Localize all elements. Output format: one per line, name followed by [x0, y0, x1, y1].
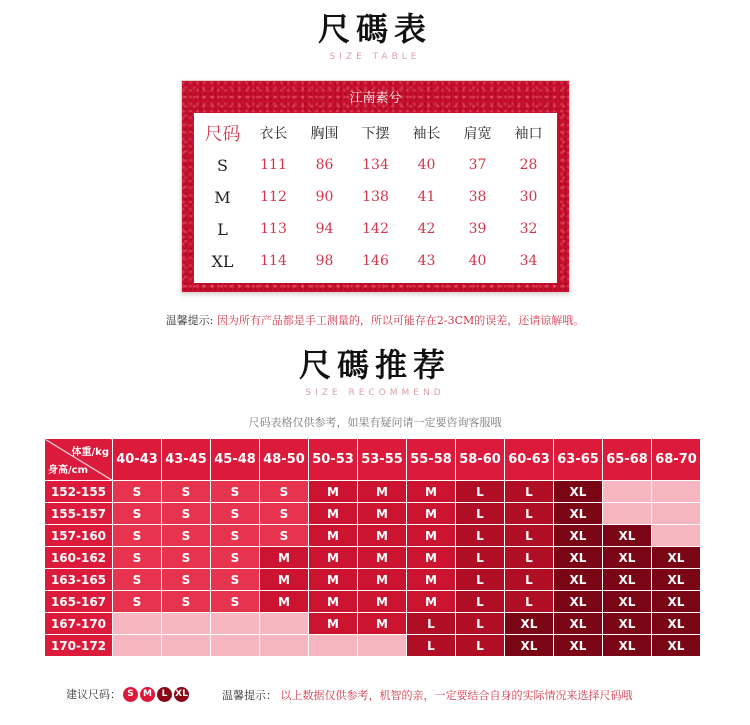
size-cell-m: M [407, 547, 456, 569]
weight-header: 53-55 [358, 439, 407, 481]
column-header: 袖口 [514, 126, 543, 142]
weight-header: 55-58 [407, 439, 456, 481]
size-label: M [214, 187, 231, 207]
size-cell-l: L [505, 525, 554, 547]
size-cell-m: M [358, 547, 407, 569]
badge-xl: XL [174, 687, 189, 702]
size-cell-m: M [407, 503, 456, 525]
size-cell-s: S [162, 569, 211, 591]
size-cell-m: M [309, 569, 358, 591]
size-cell-s: S [211, 591, 260, 613]
footer-tip [222, 687, 633, 703]
height-label: 165-167 [45, 591, 113, 613]
size-cell-m: M [309, 547, 358, 569]
footer-tip-label: 温馨提示： [222, 689, 277, 702]
size-cell-s: S [162, 503, 211, 525]
size-cell-l: L [505, 591, 554, 613]
badge-s: S [123, 687, 138, 702]
height-label: 157-160 [45, 525, 113, 547]
size-row [197, 245, 554, 277]
size-table-header-row [197, 117, 554, 149]
empty-cell [260, 635, 309, 657]
size-table-panel [181, 80, 570, 293]
measurement-cell: 37 [468, 157, 487, 173]
size-cell-m: M [358, 591, 407, 613]
empty-cell [358, 635, 407, 657]
weight-header: 63-65 [554, 439, 603, 481]
measurement-cell: 112 [260, 189, 287, 205]
empty-cell [652, 525, 701, 547]
weight-header: 50-53 [309, 439, 358, 481]
recommend-title: 尺碼推荐 [298, 346, 451, 384]
size-cell-m: M [309, 503, 358, 525]
size-cell-s: S [113, 503, 162, 525]
height-label: 152-155 [45, 481, 113, 503]
empty-cell [652, 503, 701, 525]
size-cell-s: S [260, 481, 309, 503]
weight-header: 45-48 [211, 439, 260, 481]
size-cell-l: L [456, 591, 505, 613]
column-header: 衣长 [259, 126, 288, 142]
size-cell-l: L [407, 613, 456, 635]
size-cell-m: M [260, 547, 309, 569]
measurement-cell: 34 [519, 253, 538, 269]
size-cell-m: M [260, 591, 309, 613]
size-cell-s: S [162, 591, 211, 613]
size-table-title: 尺碼表 [317, 10, 432, 48]
size-cell-xl: XL [652, 613, 701, 635]
size-cell-l: L [456, 613, 505, 635]
empty-cell [211, 635, 260, 657]
column-header: 尺码 [204, 124, 241, 145]
recommend-note: 尺码表格仅供参考，如果有疑问请一定要咨询客服哦 [248, 416, 502, 429]
size-cell-s: S [113, 569, 162, 591]
height-row [45, 591, 701, 613]
weight-header: 65-68 [603, 439, 652, 481]
size-label: S [217, 155, 228, 175]
size-cell-xl: XL [554, 481, 603, 503]
recommend-heading [0, 340, 750, 398]
size-cell-m: M [309, 591, 358, 613]
height-row [45, 525, 701, 547]
size-cell-xl: XL [505, 613, 554, 635]
empty-cell [162, 635, 211, 657]
empty-cell [603, 481, 652, 503]
rec-label: 建议尺码： [66, 688, 121, 701]
corner-height-label: 身高/cm [48, 465, 88, 476]
size-table-card [194, 113, 557, 283]
brand-name: 江南素兮 [349, 91, 402, 106]
height-row [45, 547, 701, 569]
size-cell-l: L [456, 481, 505, 503]
size-cell-xl: XL [554, 591, 603, 613]
measurement-cell: 94 [315, 221, 334, 237]
height-row [45, 635, 701, 657]
weight-header-row [45, 439, 701, 481]
measurement-cell: 39 [468, 221, 487, 237]
size-cell-xl: XL [603, 613, 652, 635]
measurement-cell: 113 [260, 221, 287, 237]
size-cell-s: S [211, 569, 260, 591]
weight-header: 60-63 [505, 439, 554, 481]
size-cell-m: M [407, 569, 456, 591]
size-table-heading [0, 4, 750, 62]
size-cell-s: S [211, 547, 260, 569]
height-row [45, 613, 701, 635]
size-table-subtitle: SIZE TABLE [329, 52, 421, 62]
size-cell-l: L [456, 525, 505, 547]
size-cell-m: M [358, 525, 407, 547]
grid-corner [45, 439, 113, 481]
measurement-cell: 42 [417, 221, 436, 237]
size-cell-s: S [260, 525, 309, 547]
size-cell-xl: XL [603, 525, 652, 547]
height-row [45, 503, 701, 525]
measurement-cell: 43 [417, 253, 436, 269]
size-cell-xl: XL [554, 547, 603, 569]
size-recommend-grid [44, 438, 701, 657]
badge-m: M [140, 687, 155, 702]
size-row [197, 149, 554, 181]
measurement-cell: 146 [362, 253, 389, 269]
size-cell-m: M [358, 481, 407, 503]
size-cell-xl: XL [554, 569, 603, 591]
empty-cell [162, 613, 211, 635]
size-cell-xl: XL [603, 547, 652, 569]
size-cell-l: L [456, 635, 505, 657]
size-table [197, 117, 554, 277]
column-header: 胸围 [310, 126, 339, 142]
weight-header: 40-43 [113, 439, 162, 481]
corner-weight-label: 体重/kg [71, 447, 109, 458]
measurement-cell: 30 [519, 189, 538, 205]
size-cell-m: M [309, 525, 358, 547]
measurement-cell: 32 [519, 221, 538, 237]
measurement-cell: 86 [315, 157, 334, 173]
height-row [45, 481, 701, 503]
size-cell-l: L [505, 481, 554, 503]
height-row [45, 569, 701, 591]
size-cell-s: S [211, 503, 260, 525]
size-cell-s: S [113, 547, 162, 569]
column-header: 肩宽 [463, 126, 492, 142]
measurement-cell: 134 [362, 157, 389, 173]
size-cell-xl: XL [652, 591, 701, 613]
size-label: XL [211, 251, 234, 271]
size-cell-m: M [358, 613, 407, 635]
size-cell-m: M [309, 613, 358, 635]
size-cell-m: M [358, 503, 407, 525]
badge-l: L [157, 687, 172, 702]
measurement-cell: 40 [468, 253, 487, 269]
measurement-cell: 114 [260, 253, 287, 269]
measurement-cell: 90 [315, 189, 334, 205]
size-row [197, 213, 554, 245]
size-cell-s: S [162, 481, 211, 503]
size-cell-s: S [162, 547, 211, 569]
height-label: 167-170 [45, 613, 113, 635]
height-label: 160-162 [45, 547, 113, 569]
size-cell-l: L [505, 547, 554, 569]
tip-label: 温馨提示: [165, 314, 214, 327]
size-cell-s: S [211, 481, 260, 503]
measurement-cell: 40 [417, 157, 436, 173]
size-row [197, 181, 554, 213]
empty-cell [113, 613, 162, 635]
empty-cell [113, 635, 162, 657]
size-cell-l: L [456, 503, 505, 525]
measurement-cell: 142 [362, 221, 389, 237]
size-cell-xl: XL [554, 503, 603, 525]
size-cell-m: M [309, 481, 358, 503]
size-cell-m: M [407, 481, 456, 503]
empty-cell [652, 481, 701, 503]
tip-text: 因为所有产品都是手工测量的，所以可能存在2-3CM的误差，还请谅解哦。 [216, 314, 585, 327]
empty-cell [211, 613, 260, 635]
size-cell-xl: XL [554, 635, 603, 657]
weight-header: 68-70 [652, 439, 701, 481]
measurement-cell: 38 [468, 189, 487, 205]
height-label: 163-165 [45, 569, 113, 591]
footer-tip-text: 以上数据仅供参考，机智的亲，一定要结合自身的实际情况来选择尺码哦 [280, 689, 633, 702]
size-cell-s: S [260, 503, 309, 525]
size-label: L [217, 219, 228, 239]
size-cell-xl: XL [554, 613, 603, 635]
column-header: 下摆 [361, 126, 390, 142]
measurement-cell: 41 [417, 189, 436, 205]
size-cell-xl: XL [554, 525, 603, 547]
size-cell-l: L [505, 503, 554, 525]
weight-header: 48-50 [260, 439, 309, 481]
size-cell-m: M [407, 525, 456, 547]
size-cell-s: S [211, 525, 260, 547]
size-cell-s: S [113, 481, 162, 503]
empty-cell [603, 503, 652, 525]
empty-cell [260, 613, 309, 635]
empty-cell [309, 635, 358, 657]
size-cell-xl: XL [652, 635, 701, 657]
measurement-cell: 138 [362, 189, 389, 205]
size-cell-m: M [358, 569, 407, 591]
recommend-subtitle: SIZE RECOMMEND [305, 388, 445, 398]
size-cell-s: S [113, 591, 162, 613]
measurement-cell: 28 [519, 157, 538, 173]
size-cell-l: L [407, 635, 456, 657]
size-cell-xl: XL [652, 547, 701, 569]
height-label: 155-157 [45, 503, 113, 525]
size-cell-xl: XL [603, 635, 652, 657]
size-cell-l: L [456, 547, 505, 569]
size-cell-xl: XL [652, 569, 701, 591]
size-cell-xl: XL [505, 635, 554, 657]
weight-header: 43-45 [162, 439, 211, 481]
column-header: 袖长 [412, 126, 441, 142]
size-cell-xl: XL [603, 569, 652, 591]
size-cell-m: M [407, 591, 456, 613]
size-cell-s: S [113, 525, 162, 547]
size-cell-l: L [456, 569, 505, 591]
recommended-sizes [66, 686, 189, 702]
weight-header: 58-60 [456, 439, 505, 481]
height-label: 170-172 [45, 635, 113, 657]
measurement-cell: 98 [315, 253, 334, 269]
size-cell-l: L [505, 569, 554, 591]
size-cell-m: M [260, 569, 309, 591]
size-cell-s: S [162, 525, 211, 547]
measurement-tip [0, 312, 750, 328]
measurement-cell: 111 [260, 157, 287, 173]
size-cell-xl: XL [603, 591, 652, 613]
